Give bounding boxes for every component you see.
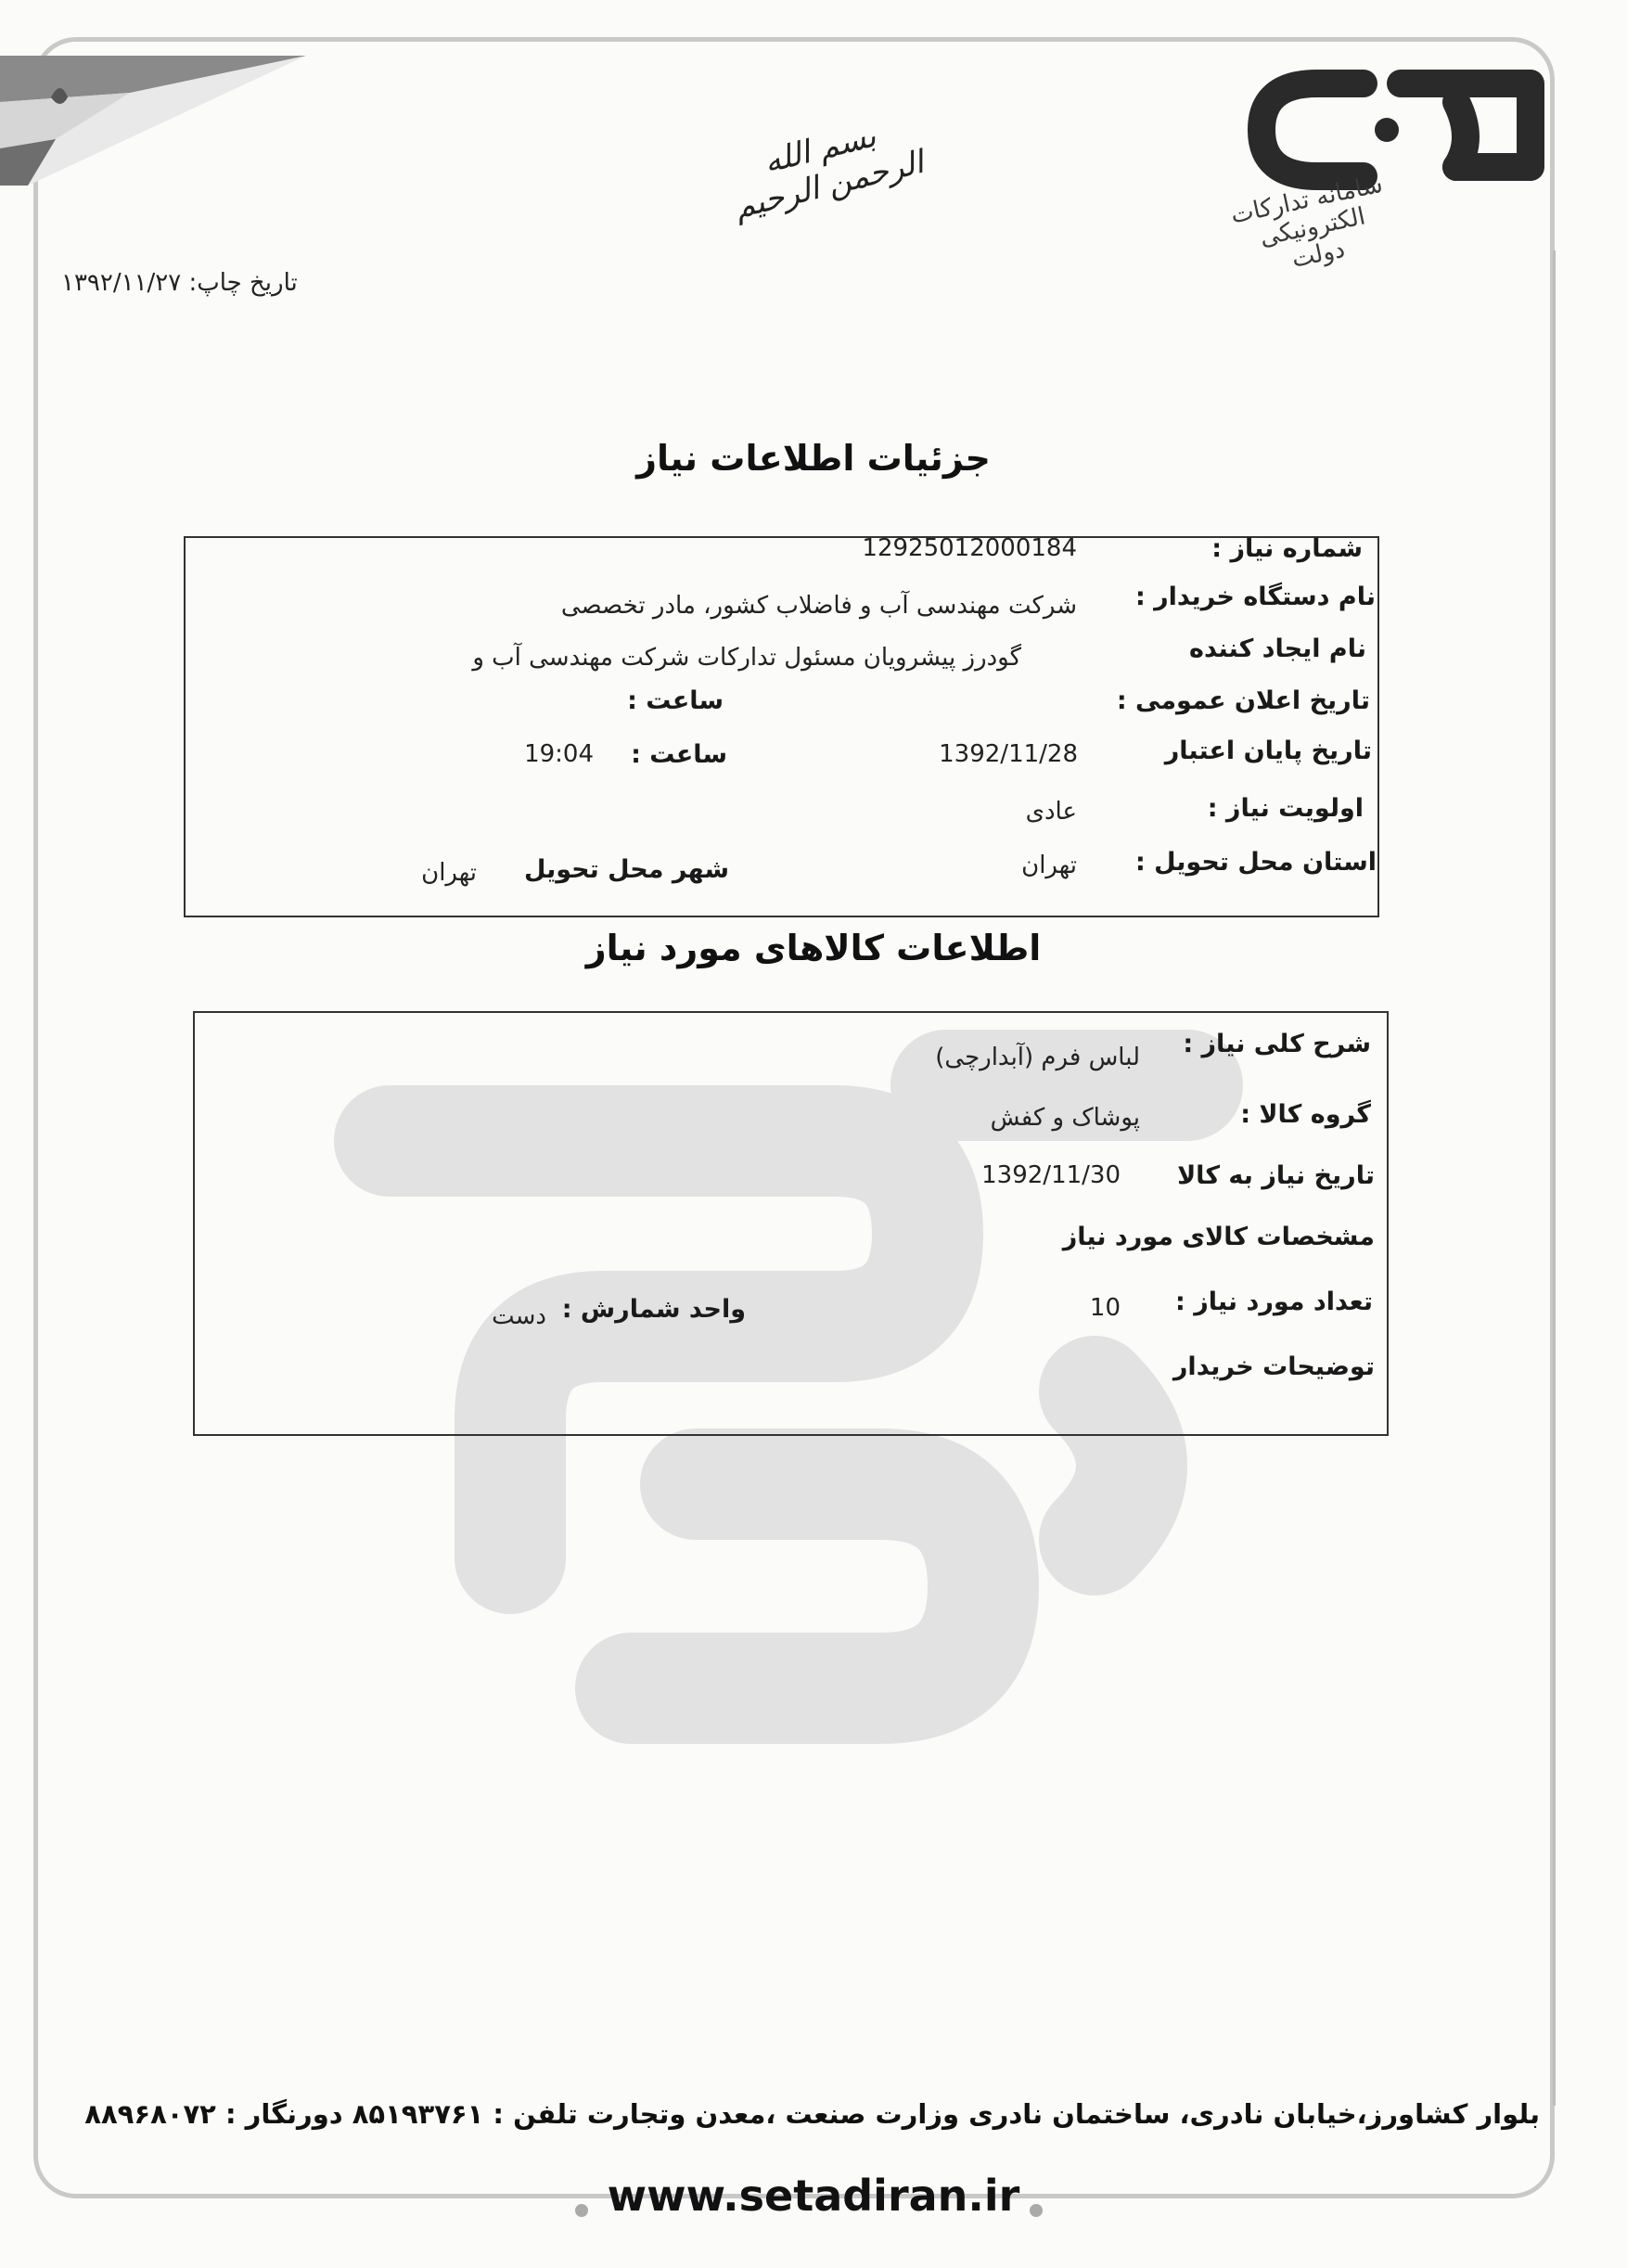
specs-label: مشخصات کالای مورد نیاز — [1062, 1223, 1375, 1251]
logo-text: سامانه تدارکات الکترونیکی دولت — [1228, 170, 1386, 275]
print-date-value: ۱۳۹۲/۱۱/۲۷ — [61, 269, 182, 297]
footer-address: بلوار کشاورز،خیابان نادری، ساختمان نادری وزارت صنعت ،معدن وتجارت تلفن : ۸۵۱۹۳۷۶۱ دورنگار : ۸۸۹۶۸۰۷۲ — [84, 2098, 1540, 2130]
basmala-calligraphy: بسم الله الرحمن الرحیم — [730, 117, 928, 227]
public-announce-label: تاریخ اعلان عمومی : — [1116, 686, 1370, 715]
public-announce-time-label: ساعت : — [627, 686, 724, 715]
need-date-value: 1392/11/30 — [981, 1161, 1121, 1189]
province-label: استان محل تحویل : — [1134, 848, 1377, 877]
city-value: تهران — [421, 859, 477, 887]
unit-label: واحد شمارش : — [561, 1295, 746, 1324]
quantity-label: تعداد مورد نیاز : — [1175, 1288, 1373, 1316]
priority-value: عادی — [1025, 798, 1077, 826]
buyer-notes-label: توضیحات خریدار — [1172, 1352, 1375, 1381]
general-desc-label: شرح کلی نیاز : — [1183, 1030, 1371, 1058]
website-link[interactable]: www.setadiran.ir — [607, 2171, 1020, 2221]
validity-end-time-label: ساعت : — [631, 740, 727, 769]
general-desc-value: لباس فرم (آبدارچی) — [935, 1044, 1140, 1071]
flag-emblem-icon — [0, 0, 334, 241]
priority-label: اولویت نیاز : — [1207, 794, 1364, 823]
quantity-value: 10 — [1089, 1294, 1121, 1322]
print-date — [61, 269, 298, 297]
province-value: تهران — [1021, 852, 1077, 879]
need-number-value: 12925012000184 — [862, 534, 1077, 562]
goods-group-label: گروه کالا : — [1240, 1100, 1371, 1129]
frame-line — [1553, 250, 1556, 2106]
buyer-org-label: نام دستگاه خریدار : — [1134, 583, 1376, 611]
validity-end-date: 1392/11/28 — [939, 740, 1078, 768]
buyer-org-value: شرکت مهندسی آب و فاضلاب کشور، مادر تخصصی — [560, 592, 1077, 620]
creator-value: گودرز پیشرویان مسئول تدارکات شرکت مهندسی آب و — [472, 644, 1021, 672]
validity-end-time: 19:04 — [524, 740, 594, 768]
validity-end-label: تاریخ پایان اعتبار — [1164, 737, 1372, 765]
need-date-label: تاریخ نیاز به کالا — [1177, 1161, 1375, 1190]
section-title-goods-info: اطلاعات کالاهای مورد نیاز — [585, 928, 1042, 968]
goods-group-value: پوشاک و کفش — [990, 1104, 1140, 1132]
section-title-need-details: جزئیات اطلاعات نیاز — [636, 438, 991, 479]
creator-label: نام ایجاد کننده — [1189, 634, 1366, 663]
need-number-label: شماره نیاز : — [1211, 534, 1363, 563]
city-label: شهر محل تحویل — [523, 855, 729, 884]
print-date-label: تاریخ چاپ: — [188, 269, 298, 297]
unit-value: دست — [492, 1302, 546, 1330]
